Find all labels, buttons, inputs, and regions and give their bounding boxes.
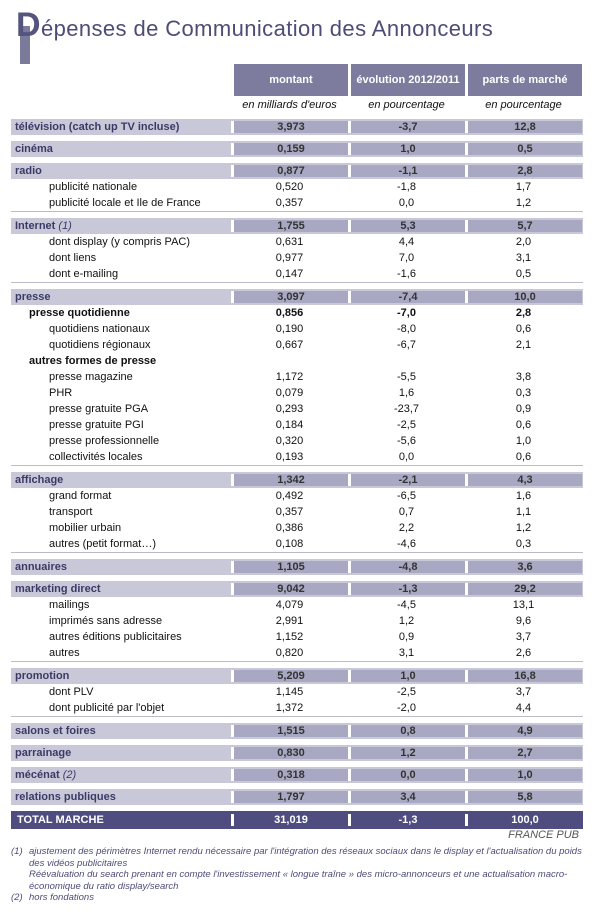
cell-market-share: 4,4 [515,702,532,714]
row-label [11,181,231,193]
table-row [11,234,583,250]
cell-amount: 9,042 [231,583,348,595]
row-label [11,435,231,447]
header-spacer [11,64,231,96]
cell-evolution: -8,0 [397,323,416,335]
cell-amount: 0,159 [231,143,348,155]
cell-amount: 0,357 [275,197,304,209]
row-label-text: dont liens [49,252,97,264]
total-market-share: 100,0 [465,814,582,826]
cell-market-share: 1,0 [515,435,532,447]
table-row [11,684,583,700]
row-label-text: radio [15,165,42,177]
row-label [11,474,231,486]
cell-market-share: 29,2 [465,583,582,595]
footnote [11,846,591,892]
cell-evolution: 0,7 [398,506,415,518]
cell-market-share: 5,7 [465,220,582,232]
title-block [10,4,600,64]
row-label-text: dont publicité par l'objet [49,702,165,714]
category-row [11,119,583,135]
category-row [11,163,583,179]
cell-evolution: 2,2 [398,522,415,534]
category-row [11,668,583,684]
cell-amount: 1,152 [275,631,304,643]
cell-evolution: 0,0 [398,197,415,209]
cell-market-share: 0,3 [515,387,532,399]
row-label [11,747,231,759]
cell-evolution: 0,9 [398,631,415,643]
cell-amount: 1,145 [275,686,304,698]
cell-market-share: 0,6 [515,451,532,463]
category-row [11,723,583,739]
cell-evolution: -1,1 [348,165,465,177]
row-label-text: presse [15,291,51,303]
cell-amount: 0,147 [275,268,304,280]
cell-amount: 4,079 [275,599,304,611]
cell-evolution: -4,8 [348,561,465,573]
row-label-text: collectivités locales [49,451,143,463]
unit-amount: en milliards d'euros [242,98,337,111]
cell-evolution: -2,5 [397,686,416,698]
row-label-text: autres (petit format…) [49,538,156,550]
cell-market-share: 3,6 [465,561,582,573]
row-label [11,323,231,335]
table-row [11,250,583,266]
cell-evolution: -1,3 [348,583,465,595]
cell-amount: 0,820 [275,647,304,659]
row-label-text: presse magazine [49,371,133,383]
row-label-text: affichage [15,474,64,486]
row-label [11,268,231,280]
row-label [11,561,231,573]
row-label [11,387,231,399]
category-row [11,789,583,805]
row-label-text: relations publiques [15,791,116,803]
footnote-line: Réévaluation du search prenant en compte l'investissement « longue traîne » des micro-annonceurs et une actualisation macro-économique du ratio display/search [29,869,568,892]
cell-amount: 0,357 [275,506,304,518]
cell-evolution: -1,6 [397,268,416,280]
row-label [11,307,231,319]
row-label [11,252,231,264]
row-label-text: transport [49,506,93,518]
total-row [11,811,583,829]
table-row [11,488,583,504]
row-label [11,702,231,714]
cell-market-share: 1,1 [515,506,532,518]
cell-market-share: 2,8 [515,307,532,319]
row-label [11,670,231,682]
row-label [11,451,231,463]
cell-market-share: 2,1 [515,339,532,351]
cell-evolution: 1,2 [348,747,465,759]
row-label-text: PHR [49,387,73,399]
table-row [11,401,583,417]
row-label-text: télévision (catch up TV incluse) [15,121,180,133]
header-row [11,64,583,96]
table-row [11,629,583,645]
footnote [11,892,591,904]
table-row [11,266,583,283]
row-label [11,355,231,367]
cell-market-share: 2,0 [515,236,532,248]
table-row [11,195,583,212]
table-row [11,179,583,195]
cell-evolution: -4,5 [397,599,416,611]
row-label [11,371,231,383]
cell-evolution: 4,4 [398,236,415,248]
footnote-line: hors fondations [29,892,94,903]
cell-evolution: 1,6 [398,387,415,399]
cell-evolution: -6,5 [397,490,416,502]
cell-market-share: 0,5 [465,143,582,155]
cell-evolution: -6,7 [397,339,416,351]
row-label-text: imprimés sans adresse [49,615,163,627]
row-label-text: presse quotidienne [29,307,130,319]
total-label: TOTAL MARCHE [17,814,104,826]
unit-evolution: en pourcentage [368,98,445,111]
row-label [11,165,231,177]
cell-amount: 0,320 [275,435,304,447]
table-body [11,119,583,805]
cell-amount: 1,755 [231,220,348,232]
row-label-text: salons et foires [15,725,96,737]
category-row [11,745,583,761]
row-label [11,197,231,209]
row-label [11,791,231,803]
row-label-text: mécénat [15,769,60,781]
cell-market-share: 0,6 [515,419,532,431]
total-amount: 31,019 [231,814,348,826]
cell-evolution: 3,4 [348,791,465,803]
row-label-text: autres [49,647,80,659]
row-label [11,615,231,627]
cell-amount: 3,097 [231,291,348,303]
row-note-ref: (1) [58,220,72,232]
cell-market-share: 0,9 [515,403,532,415]
cell-market-share: 1,2 [515,197,532,209]
row-label [11,419,231,431]
table-row [11,337,583,353]
cell-market-share: 1,6 [515,490,532,502]
cell-evolution: -5,5 [397,371,416,383]
row-label [11,647,231,659]
row-label [11,599,231,611]
cell-market-share: 2,8 [465,165,582,177]
row-label-text: publicité nationale [49,181,138,193]
row-label-text: promotion [15,670,70,682]
table-row [11,305,583,321]
cell-evolution: 0,0 [348,769,465,781]
page-title [16,6,493,45]
header-amount: montant [231,64,348,96]
row-label-text: parrainage [15,747,72,759]
cell-market-share: 3,7 [515,686,532,698]
row-label-text: presse professionnelle [49,435,160,447]
table-row [11,433,583,449]
total-evolution: -1,3 [348,814,465,826]
row-label-text: autres éditions publicitaires [49,631,182,643]
cell-evolution: -1,8 [397,181,416,193]
cell-amount: 0,318 [231,769,348,781]
cell-amount: 0,079 [275,387,304,399]
category-row [11,559,583,575]
cell-evolution: 0,0 [398,451,415,463]
cell-market-share: 13,1 [512,599,535,611]
table-row [11,353,583,369]
cell-market-share: 12,8 [465,121,582,133]
cell-market-share: 5,8 [465,791,582,803]
cell-evolution: 1,2 [398,615,415,627]
footnote-number: (1) [11,846,23,857]
row-label [11,631,231,643]
row-label [11,725,231,737]
cell-amount: 0,667 [275,339,304,351]
cell-market-share: 3,1 [515,252,532,264]
row-label [11,121,231,133]
row-label [11,291,231,303]
row-label-text: annuaires [15,561,67,573]
cell-amount: 1,105 [231,561,348,573]
cell-evolution: -7,4 [348,291,465,303]
cell-amount: 0,977 [275,252,304,264]
cell-market-share: 16,8 [465,670,582,682]
row-label-text: presse gratuite PGA [49,403,149,415]
cell-market-share: 2,6 [515,647,532,659]
table-row [11,536,583,553]
cell-amount: 1,342 [231,474,348,486]
category-row [11,141,583,157]
header-market-share: parts de marché [465,64,582,96]
category-row [11,472,583,488]
units-row [11,96,583,113]
cell-market-share: 1,0 [465,769,582,781]
table-row [11,520,583,536]
row-label [11,769,231,781]
table-row [11,321,583,337]
cell-market-share: 0,5 [515,268,532,280]
cell-market-share: 4,3 [465,474,582,486]
cell-amount: 0,193 [275,451,304,463]
cell-evolution: 5,3 [348,220,465,232]
table-row [11,504,583,520]
cell-amount: 0,830 [231,747,348,759]
cell-market-share: 9,6 [515,615,532,627]
row-label-text: grand format [49,490,112,502]
cell-market-share: 0,3 [515,538,532,550]
table-row [11,597,583,613]
footnote-text [29,892,591,904]
row-label [11,686,231,698]
cell-evolution: 1,0 [348,670,465,682]
category-row [11,289,583,305]
category-row [11,581,583,597]
cell-evolution: 7,0 [398,252,415,264]
table-row [11,645,583,662]
cell-evolution: -3,7 [348,121,465,133]
table-row [11,385,583,401]
title-text: épenses de Communication des Annonceurs [40,16,494,41]
footnote-text [29,846,591,892]
cell-evolution: -2,5 [397,419,416,431]
cell-market-share: 4,9 [465,725,582,737]
cell-market-share: 3,7 [515,631,532,643]
cell-amount: 0,492 [275,490,304,502]
row-label-text: mailings [49,599,90,611]
row-label [11,490,231,502]
table-row [11,369,583,385]
table-row [11,417,583,433]
cell-evolution: -4,6 [397,538,416,550]
row-label-text: Internet [15,220,56,232]
row-label [11,220,231,232]
cell-market-share: 1,7 [515,181,532,193]
row-label [11,403,231,415]
unit-market-share: en pourcentage [485,98,562,111]
cell-evolution: 0,8 [348,725,465,737]
cell-market-share: 3,8 [515,371,532,383]
cell-amount: 0,520 [275,181,304,193]
category-row [11,767,583,783]
cell-evolution: -23,7 [393,403,420,415]
spending-table [11,64,583,829]
cell-evolution: -2,0 [397,702,416,714]
category-row [11,218,583,234]
footnote-number: (2) [11,892,23,903]
row-label-text: dont e-mailing [49,268,119,280]
row-label-text: dont PLV [49,686,94,698]
table-row [11,613,583,629]
row-label [11,522,231,534]
row-label-text: autres formes de presse [29,355,157,367]
cell-evolution: -2,1 [348,474,465,486]
cell-amount: 0,293 [275,403,304,415]
cell-amount: 1,172 [275,371,304,383]
row-label [11,583,231,595]
row-label-text: mobilier urbain [49,522,122,534]
table-row [11,449,583,466]
cell-amount: 1,797 [231,791,348,803]
cell-amount: 0,386 [275,522,304,534]
cell-evolution: 1,0 [348,143,465,155]
row-label-text: quotidiens régionaux [49,339,151,351]
footnotes [11,846,591,904]
source-label: FRANCE PUB [508,829,579,841]
cell-amount: 0,856 [275,307,304,319]
footnote-line: ajustement des périmètres Internet rendu nécessaire par l'intégration des réseaux sociaux dans le display et l'actualisation du poids des vidéos publicitaires [29,846,582,869]
cell-evolution: 3,1 [398,647,415,659]
cell-evolution: -5,6 [397,435,416,447]
row-label [11,143,231,155]
cell-amount: 0,631 [275,236,304,248]
row-label-text: presse gratuite PGI [49,419,144,431]
row-label [11,236,231,248]
row-label [11,538,231,550]
title-initial: D [16,6,41,44]
row-note-ref: (2) [62,769,77,781]
cell-evolution: -7,0 [397,307,416,319]
row-label [11,506,231,518]
cell-amount: 0,190 [275,323,304,335]
header-evolution: évolution 2012/2011 [348,64,465,96]
cell-amount: 2,991 [275,615,304,627]
cell-amount: 5,209 [231,670,348,682]
cell-amount: 3,973 [231,121,348,133]
cell-amount: 0,184 [275,419,304,431]
cell-market-share: 1,2 [515,522,532,534]
row-label-text: quotidiens nationaux [49,323,150,335]
row-label-text: cinéma [15,143,53,155]
row-label-text: marketing direct [15,583,101,595]
row-label-text: dont display (y compris PAC) [49,236,191,248]
cell-market-share: 2,7 [465,747,582,759]
table-row [11,700,583,717]
cell-amount: 0,108 [275,538,304,550]
row-label-text: publicité locale et Ile de France [49,197,201,209]
cell-market-share: 10,0 [465,291,582,303]
cell-market-share: 0,6 [515,323,532,335]
row-label [11,339,231,351]
cell-amount: 1,372 [275,702,304,714]
cell-amount: 0,877 [231,165,348,177]
cell-amount: 1,515 [231,725,348,737]
